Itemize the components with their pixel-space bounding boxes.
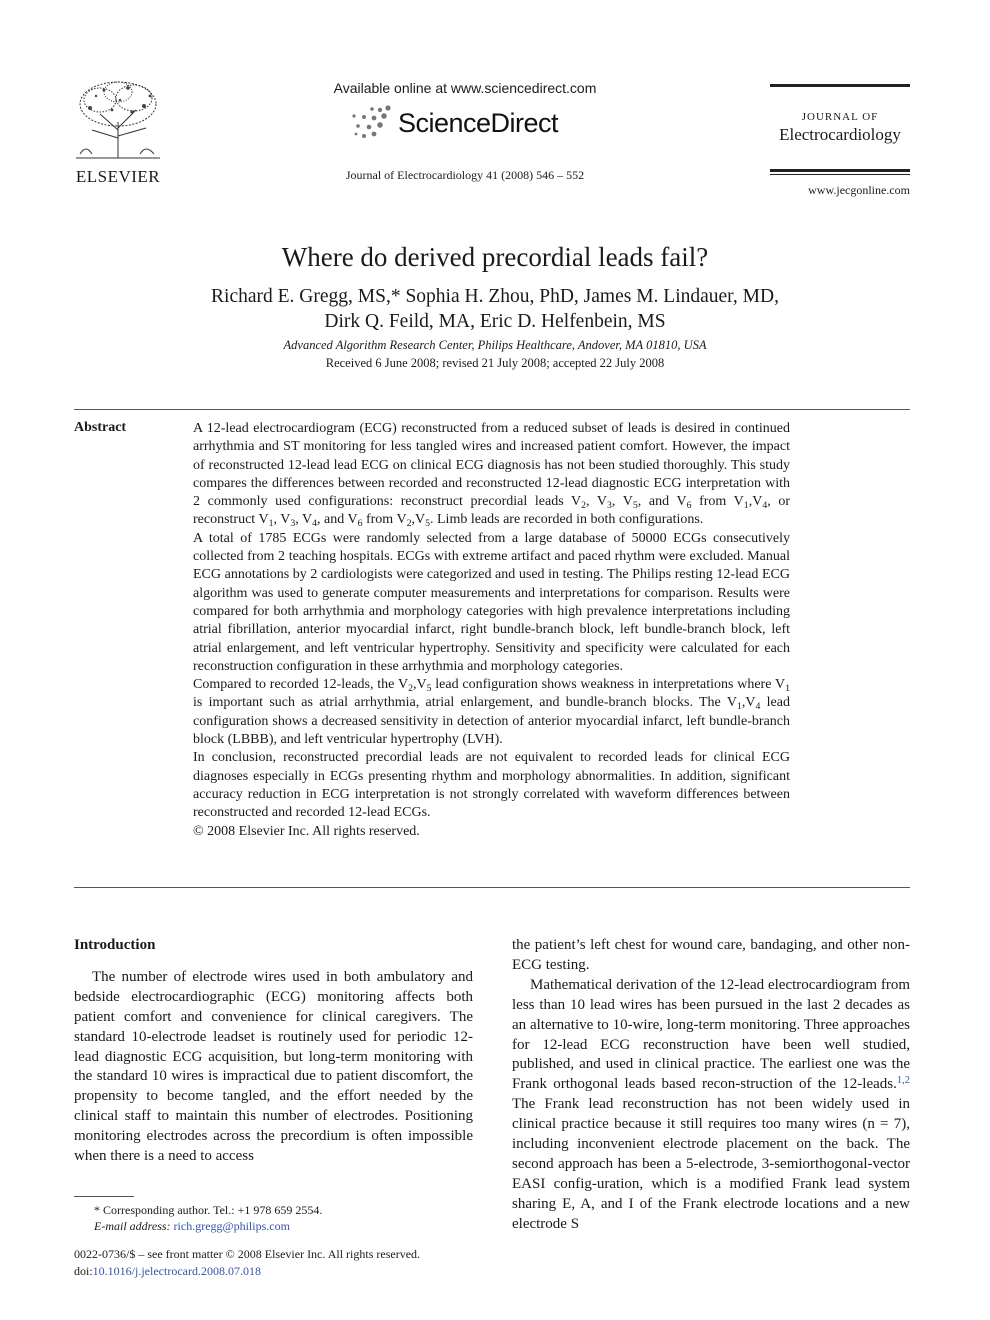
abstract-paragraph-4: In conclusion, reconstructed precordial leads are not equivalent to recorded leads for clinical ECG diagnoses especially in ECGs presenting rhythm and morphology abnormalities. In addition, significant accuracy reduction in ECG interpretation is not strongly correlated with waveform differences between reconstructed and recorded 12-lead ECGs. bbox=[193, 750, 790, 821]
authors-line-2: Dirk Q. Feild, MA, Eric D. Helfenbein, MS bbox=[324, 311, 666, 332]
doi-line: doi:10.1016/j.jelectrocard.2008.07.018 bbox=[74, 1263, 261, 1278]
journal-name: Electrocardiology bbox=[779, 125, 901, 144]
left-column bbox=[74, 936, 473, 1167]
intro-paragraph-2: Mathematical derivation of the 12-lead electrocardiogram from less than 10 lead wires has been pursued in the last 2 decades as an alternative to 10-wire, long-term monitoring. Three approaches for 12-lead ECG reconstruction have been well studied, published, and used in clinical practice. The earliest one was the Frank orthogonal leads based recon-struction of the 12-leads.$^{1,2}$ The Frank lead reconstruction has not been widely used in clinical practice because it still requires too many wires (n = 7), including inconvenient electrode placement on the back. The second approach has been a 5-electrode, 3-semiorthogonal-vector EASI config-uration, which is a modified Frank lead system sharing E, A, and I of the Frank electrode locations and a new electrode S bbox=[512, 976, 910, 1232]
masthead-rule-thin bbox=[770, 174, 910, 175]
intro-paragraph-1: The number of electrode wires used in both ambulatory and bedside electrocardiographic (ECG) monitoring affects both patient comfort and convenience for clinical caregivers. The standard 10-electrode leadset is routinely used for periodic 12-lead diagnostic ECG acquisition, but long-term monitoring with the standard 10 wires is impractical due to patient discomfort, the propensity to become tangled, and the effort needed by the clinical staff to maintain this number of electrodes. Positioning monitoring electrodes across the precordium is often impossible when there is a need to access bbox=[74, 968, 473, 1165]
elsevier-tree-logo bbox=[70, 78, 166, 160]
email-line bbox=[74, 1218, 474, 1234]
journal-of-label: JOURNAL OF bbox=[801, 111, 879, 123]
author-list bbox=[120, 284, 870, 334]
sciencedirect-dots-icon bbox=[346, 104, 398, 144]
abstract-copyright: © 2008 Elsevier Inc. All rights reserved. bbox=[193, 823, 420, 839]
publisher-name: ELSEVIER bbox=[75, 167, 161, 186]
available-online-text[interactable]: Available online at www.sciencedirect.com bbox=[333, 80, 597, 96]
introduction-heading: Introduction bbox=[74, 937, 156, 953]
intro-paragraph-1-cont: the patient’s left chest for wound care, bandaging, and other non-ECG testing. bbox=[512, 937, 910, 973]
abstract-paragraph-1: A 12-lead electrocardiogram (ECG) reconstructed from a reduced subset of leads is desired in continued arrhythmia and ST monitoring for less tangled wires and increased patient comfort. However, the impact of reconstructed 12-lead lead ECG on clinical ECG diagnosis has not been studied thoroughly. This study compares the differences between recorded and reconstructed 12-lead diagnostic ECG interpretation with 2 commonly used configurations: reconstruct precordial leads $V_2$, $V_3$, $V_5$, and $V_6$ from $V_1,V_4$, or reconstruct $V_1$, $V_3$, $V_4$, and $V_6$ from $V_2,V_5$. Limb leads are recorded in both configurations. bbox=[193, 421, 791, 530]
abstract-body bbox=[193, 420, 790, 841]
journal-url[interactable]: www.jecgonline.com bbox=[808, 183, 910, 197]
affiliation: Advanced Algorithm Research Center, Philips Healthcare, Andover, MA 01810, USA bbox=[283, 338, 707, 352]
publisher-logo bbox=[70, 78, 166, 187]
sciencedirect-name: ScienceDirect bbox=[398, 108, 559, 138]
article-title: Where do derived precordial leads fail? bbox=[281, 242, 709, 272]
sciencedirect-logo[interactable] bbox=[346, 104, 606, 144]
reference-link-1-2[interactable]: 1,2 bbox=[896, 1075, 910, 1087]
email-label: E-mail address: bbox=[94, 1219, 171, 1233]
abstract-top-rule bbox=[74, 409, 910, 410]
abstract-label: Abstract bbox=[74, 420, 127, 435]
article-dates: Received 6 June 2008; revised 21 July 2008; accepted 22 July 2008 bbox=[325, 356, 665, 370]
right-column bbox=[512, 936, 910, 1235]
email-link[interactable]: rich.gregg@philips.com bbox=[173, 1219, 290, 1233]
journal-citation: Journal of Electrocardiology 41 (2008) 546 – 552 bbox=[345, 168, 585, 182]
corresponding-author-note: * Corresponding author. Tel.: +1 978 659 2554. bbox=[94, 1203, 323, 1217]
masthead-rule-top bbox=[770, 84, 910, 87]
footnote-rule bbox=[74, 1196, 134, 1197]
journal-masthead bbox=[770, 84, 910, 175]
footnote bbox=[74, 1202, 474, 1234]
abstract-paragraph-2: A total of 1785 ECGs were randomly selected from a large database of 50000 ECGs consecutively collected from 2 teaching hospitals. ECGs with extreme artifact and paced rhythm were excluded. Manual ECG annotations by 2 cardiologists were categorized and used in testing. The Philips resting 12-lead ECG algorithm was used to generate computer measurements and interpretations for comparison. Results were compared for both arrhythmia and morphology categories with high prevalence interpretations including atrial fibrillation, anterior myocardial infarct, right bundle-branch block, left bundle-branch block, left atrial enlargement, and left ventricular hypertrophy. Sensitivity and specificity were calculated for each reconstruction configuration in these arrhythmia and morphology categories. bbox=[193, 530, 790, 674]
authors-line-1: Richard E. Gregg, MS,* Sophia H. Zhou, PhD, James M. Lindauer, MD, bbox=[211, 286, 779, 307]
abstract-paragraph-3: Compared to recorded 12-leads, the $V_2,V_5$ lead configuration shows weakness in interpretations where $V_1$ is important such as atrial arrhythmia, atrial enlargement, and bundle-branch blocks. The $V_1,V_4$ lead configuration shows a decreased sensitivity in detection of anterior myocardial infarct, left bundle-branch block (LBBB), and left ventricular hypertrophy (LVH). bbox=[193, 677, 790, 748]
front-matter bbox=[74, 1246, 494, 1279]
doi-link[interactable]: 10.1016/j.jelectrocard.2008.07.018 bbox=[92, 1263, 261, 1278]
abstract-bottom-rule bbox=[74, 887, 910, 888]
masthead-rule-bottom bbox=[770, 169, 910, 172]
issn-line: 0022-0736/$ – see front matter © 2008 Elsevier Inc. All rights reserved. bbox=[74, 1247, 421, 1261]
